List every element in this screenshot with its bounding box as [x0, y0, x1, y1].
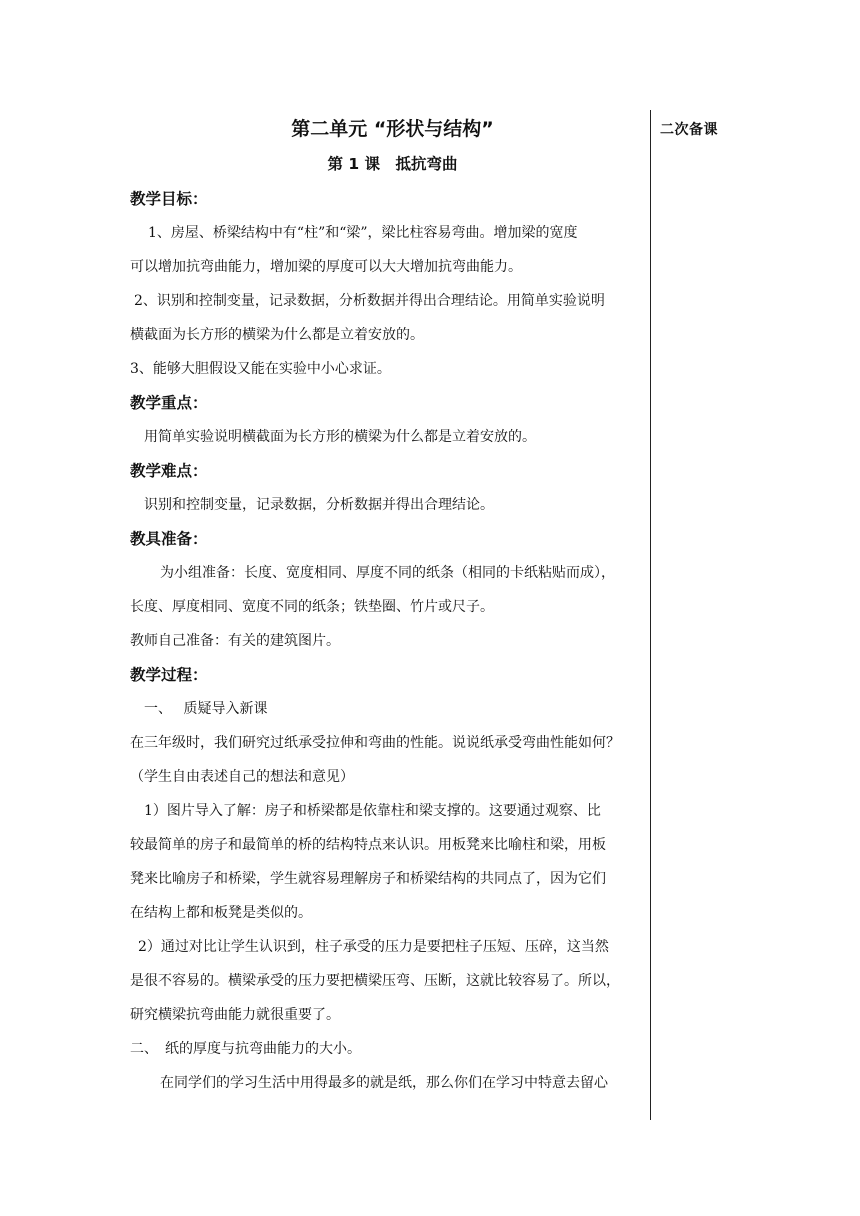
tools-line: 长度、厚度相同、宽度不同的纸条；铁垫圈、竹片或尺子。 — [130, 599, 494, 615]
process-line: 1）图片导入了解：房子和桥梁都是依靠柱和梁支撑的。这要通过观察、比 — [144, 803, 601, 819]
unit-title: 第二单元 “形状与结构” — [291, 118, 494, 140]
difficulty-heading: 教学难点： — [130, 462, 208, 480]
second-prep-label: 二次备课 — [660, 122, 718, 138]
difficulty-text: 识别和控制变量，记录数据，分析数据并得出合理结论。 — [144, 497, 494, 513]
goal-line: 1、房屋、桥梁结构中有“柱”和“梁”，梁比柱容易弯曲。增加梁的宽度 — [148, 225, 578, 241]
process-line: 研究横梁抗弯曲能力就很重要了。 — [130, 1007, 340, 1023]
process-line: 在三年级时，我们研究过纸承受拉伸和弯曲的性能。说说纸承受弯曲性能如何？ — [130, 735, 620, 751]
lesson-title: 第 1 课 抵抗弯曲 — [327, 155, 458, 173]
tools-line: 教师自己准备：有关的建筑图片。 — [130, 633, 340, 649]
process-line: 凳来比喻房子和桥梁，学生就容易理解房子和桥梁结构的共同点了，因为它们 — [130, 871, 606, 887]
process-line: （学生自由表述自己的想法和意见） — [130, 769, 354, 785]
process-line: 在同学们的学习生活中用得最多的就是纸，那么你们在学习中特意去留心 — [160, 1075, 608, 1091]
process-line: 2）通过对比让学生认识到，柱子承受的压力是要把柱子压短、压碎，这当然 — [138, 939, 609, 955]
tools-heading: 教具准备： — [130, 530, 208, 548]
key-points-heading: 教学重点： — [130, 394, 208, 412]
goal-line: 3、能够大胆假设又能在实验中小心求证。 — [130, 361, 391, 377]
tools-line: 为小组准备：长度、宽度相同、厚度不同的纸条（相同的卡纸粘贴而成）， — [160, 565, 615, 581]
lesson-content — [130, 112, 655, 1100]
process-line: 一、 质疑导入新课 — [144, 701, 268, 717]
goals-heading: 教学目标： — [130, 190, 208, 208]
process-line: 在结构上都和板凳是类似的。 — [130, 905, 312, 921]
process-heading: 教学过程： — [130, 666, 208, 684]
goal-line: 2、识别和控制变量，记录数据，分析数据并得出合理结论。用简单实验说明 — [134, 293, 605, 309]
process-line: 是很不容易的。横梁承受的压力要把横梁压弯、压断，这就比较容易了。所以， — [130, 973, 620, 989]
key-points-text: 用简单实验说明横截面为长方形的横梁为什么都是立着安放的。 — [144, 429, 536, 445]
process-line: 二、 纸的厚度与抗弯曲能力的大小。 — [130, 1041, 361, 1057]
goal-line: 可以增加抗弯曲能力，增加梁的厚度可以大大增加抗弯曲能力。 — [130, 259, 522, 275]
goal-line: 横截面为长方形的横梁为什么都是立着安放的。 — [130, 327, 424, 343]
process-line: 较最简单的房子和最简单的桥的结构特点来认识。用板凳来比喻柱和梁，用板 — [130, 837, 606, 853]
